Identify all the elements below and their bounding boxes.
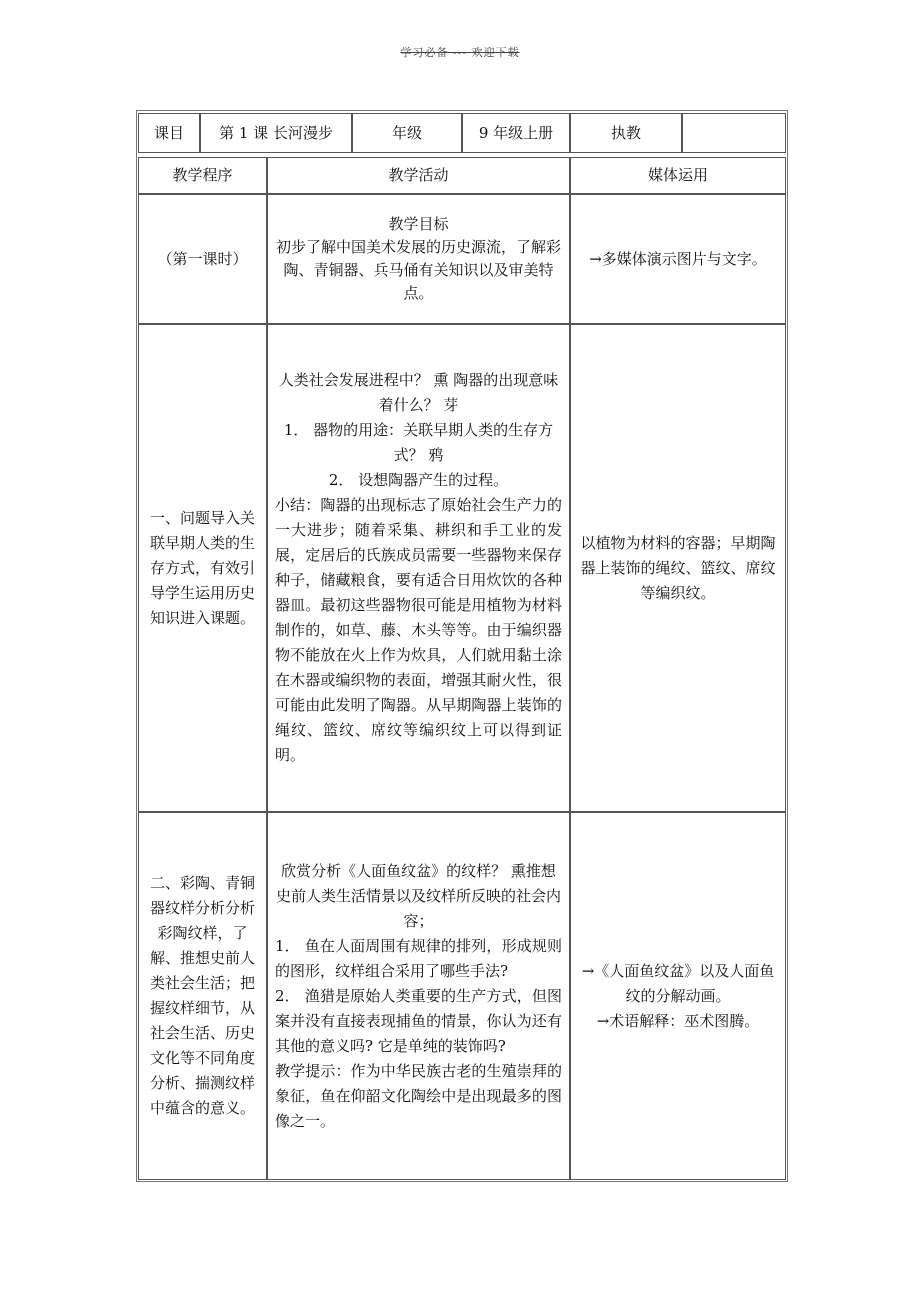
- row3-activity-tip: 教学提示：作为中华民族古老的生殖崇拜的象征，鱼在仰韶文化陶绘中是出现最多的图像之一。: [275, 1061, 562, 1130]
- row2-media-cell: [570, 324, 786, 812]
- header-media: 媒体运用: [647, 166, 708, 184]
- teacher-value-cell: [682, 113, 786, 153]
- row1-activity-cell: [267, 194, 570, 324]
- row2-activity-item-2: 2． 设想陶器产生的过程。: [328, 471, 509, 489]
- row1-media-cell: [570, 194, 786, 324]
- row2-activity-summary: 小结：陶器的出现标志了原始社会生产力的一大进步；随着采集、耕织和手工业的发展，定居后的氏族成员需要一些器物来保存种子，储藏粮食，要有适合日用炊饮的各种器皿。最初这些器物很可能是用植物为材料制作的，如草、藤、木头等等。由于编织器物不能放在火上作为炊具，人们就用黏土涂在木器或编织物的表面，增强其耐火性，很可能由此发明了陶器。从早期陶器上装饰的绳纹、篮纹、席纹等编织纹上可以得到证明。: [275, 496, 562, 764]
- row1-activity-line: 初步了解中国美术发展的历史源流，了解彩陶、青铜器、兵马俑有关知识以及审美特点。: [275, 238, 561, 302]
- teacher-label-cell: [570, 113, 682, 153]
- header-procedure: 教学程序: [172, 166, 233, 184]
- header-media-cell: [570, 157, 786, 194]
- page-header-note: 学习必备 --- 欢迎下载: [400, 46, 520, 59]
- row3-activity-question: 欣赏分析《人面鱼纹盆》的纹样？ 熏推想史前人类生活情景以及纹样所反映的社会内容；: [275, 861, 561, 930]
- grade-label: 年级: [391, 123, 422, 142]
- grade-label-cell: [352, 113, 462, 153]
- row3-activity-item-2: 2． 渔猎是原始人类重要的生产方式，但图案并没有直接表现捕鱼的情景，你认为还有其他的意义吗? 它是单纯的装饰吗?: [275, 986, 562, 1055]
- row2-activity-question: 人类社会发展进程中？ 熏 陶器的出现意味着什么？ 芽: [278, 371, 559, 414]
- header-activity-cell: [267, 157, 570, 194]
- row3-activity-cell: [267, 812, 570, 1180]
- grade-value: 9 年级上册: [478, 123, 554, 142]
- row1-media: →多媒体演示图片与文字。: [589, 249, 767, 268]
- row2-media: 以植物为材料的容器；早期陶器上装饰的绳纹、篮纹、席纹等编织纹。: [580, 533, 776, 602]
- row3-procedure-cell: [138, 812, 267, 1180]
- row2-procedure: 一、问题导入关联早期人类的生存方式，有效引导学生运用历史知识进入课题。: [149, 508, 255, 627]
- row1-procedure-cell: [138, 194, 267, 324]
- row3-media-cell: [570, 812, 786, 1180]
- row3-activity-item-1: 1． 鱼在人面周围有规律的排列，形成规则的图形，纹样组合采用了哪些手法?: [275, 936, 562, 980]
- course-label: 课目: [153, 123, 184, 142]
- row2-procedure-cell: [138, 324, 267, 812]
- row3-procedure: 二、彩陶、青铜器纹样分析分析彩陶纹样，了解、推想史前人类社会生活；把握纹样细节，从社会生活、历史文化等不同角度分析、揣测纹样中蕴含的意义。: [149, 874, 255, 1117]
- row3-media: →《人面鱼纹盆》以及人面鱼纹的分解动画。: [581, 961, 775, 1005]
- grade-value-cell: [462, 113, 570, 153]
- row3-media-term: →术语解释：巫术图腾。: [596, 1011, 760, 1030]
- course-value: 第 1 课 长河漫步: [219, 123, 333, 142]
- teacher-label: 执教: [610, 123, 641, 142]
- course-label-cell: [138, 113, 200, 153]
- row1-activity-title: 教学目标: [388, 215, 449, 233]
- row2-activity-cell: [267, 324, 570, 812]
- header-procedure-cell: [138, 157, 267, 194]
- row2-activity-item-1: 1． 器物的用途：关联早期人类的生存方式？ 鸦: [283, 421, 554, 464]
- header-activity: 教学活动: [388, 166, 449, 184]
- course-value-cell: [200, 113, 352, 153]
- row1-procedure: （第一课时）: [157, 249, 248, 268]
